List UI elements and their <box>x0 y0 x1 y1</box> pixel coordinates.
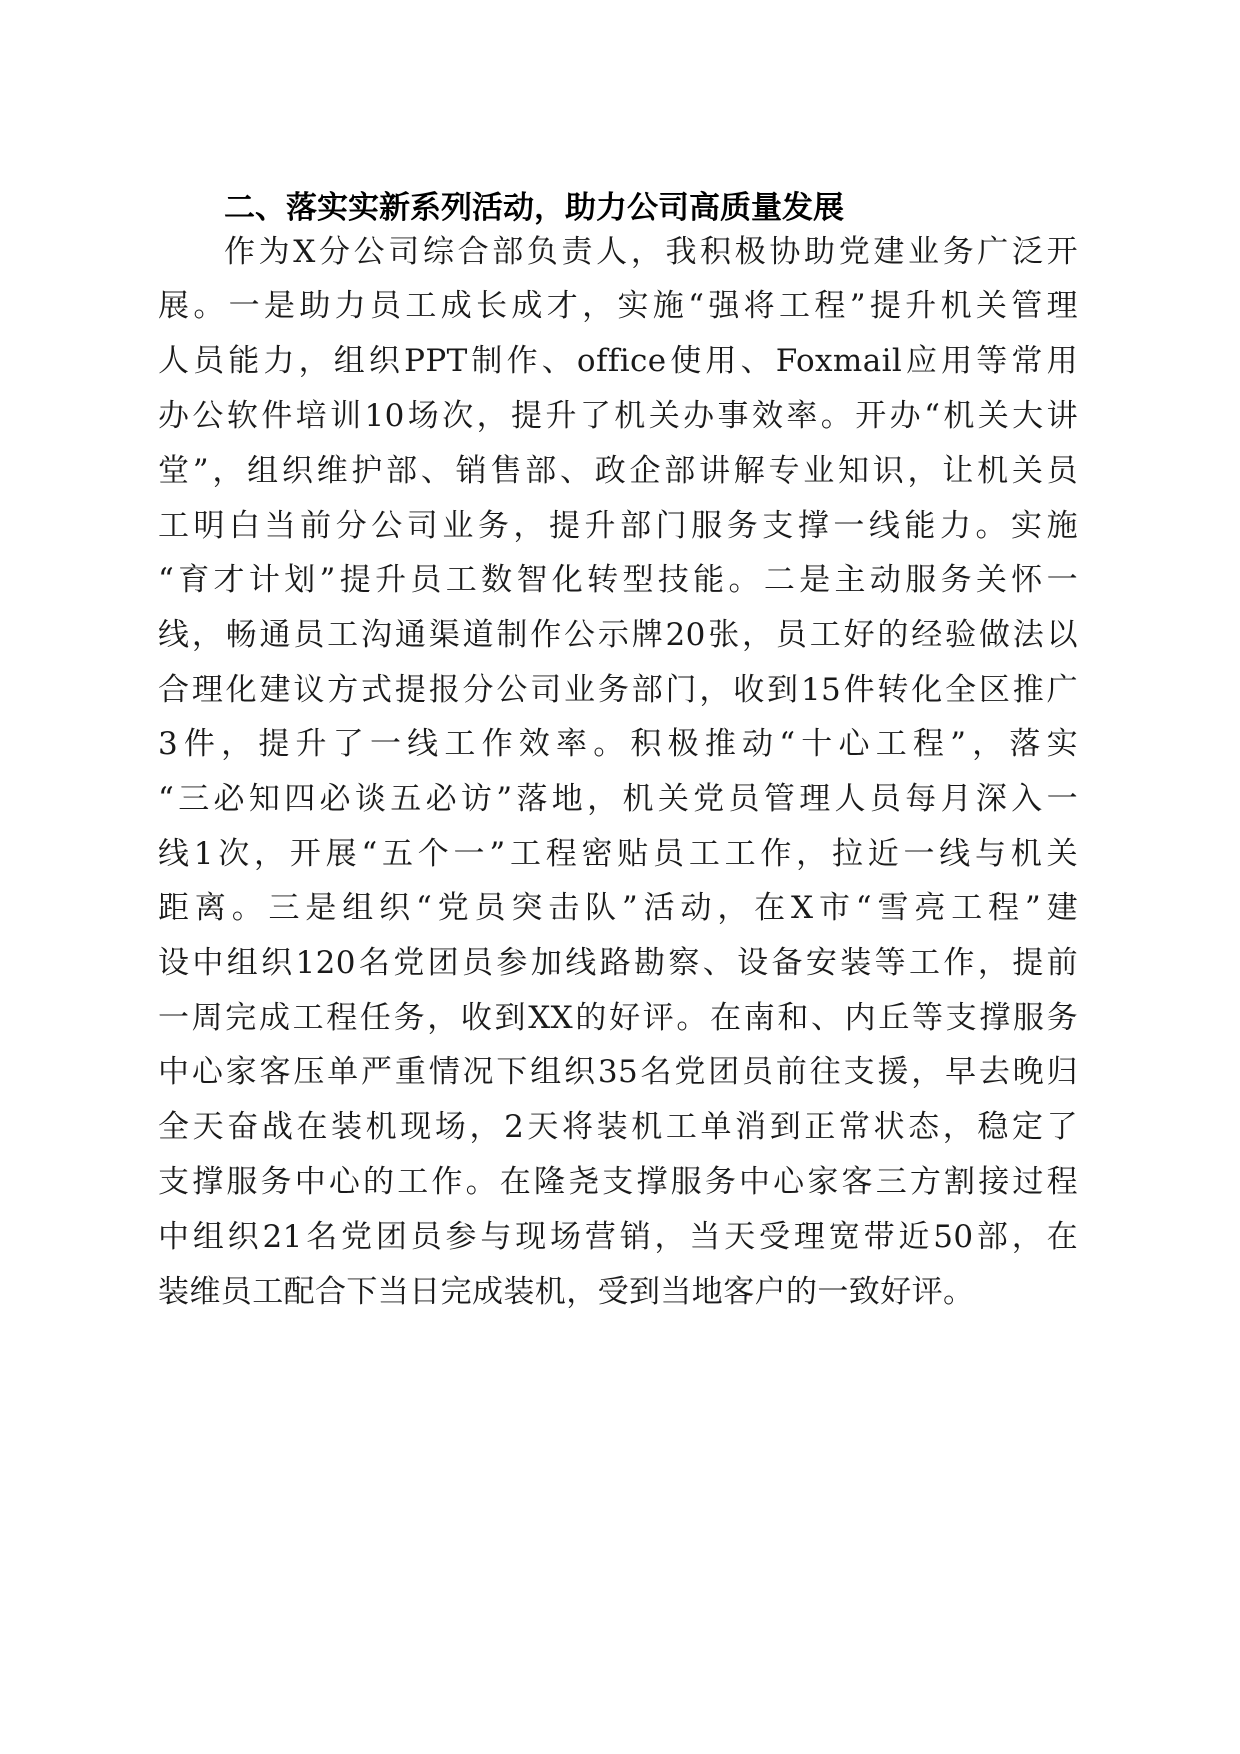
paragraph-line: 设中组织120名党团员参加线路勘察、设备安装等工作，提前 <box>158 945 1078 981</box>
paragraph-line: 3件，提升了一线工作效率。积极推动“十心工程”，落实 <box>158 726 1078 762</box>
paragraph-line: 线1次，开展“五个一”工程密贴员工工作，拉近一线与机关 <box>158 836 1078 872</box>
paragraph-line: 人员能力，组织PPT制作、office使用、Foxmail应用等常用 <box>158 343 1078 379</box>
paragraph-line: 堂”，组织维护部、销售部、政企部讲解专业知识，让机关员 <box>158 453 1078 489</box>
paragraph-line: 中心家客压单严重情况下组织35名党团员前往支援，早去晚归 <box>158 1054 1078 1090</box>
paragraph-line: 工明白当前分公司业务，提升部门服务支撑一线能力。实施 <box>158 508 1078 544</box>
paragraph-line: 全天奋战在装机现场，2天将装机工单消到正常状态，稳定了 <box>158 1109 1078 1145</box>
paragraph-line: 支撑服务中心的工作。在隆尧支撑服务中心家客三方割接过程 <box>158 1164 1078 1200</box>
paragraph-line: 办公软件培训10场次，提升了机关办事效率。开办“机关大讲 <box>158 398 1078 434</box>
paragraph-line: “育才计划”提升员工数智化转型技能。二是主动服务关怀一 <box>158 562 1078 598</box>
paragraph-line: 作为X分公司综合部负责人，我积极协助党建业务广泛开 <box>224 234 1078 270</box>
section-heading: 二、落实实新系列活动，助力公司高质量发展 <box>224 190 844 226</box>
paragraph-line: 距离。三是组织“党员突击队”活动，在X市“雪亮工程”建 <box>158 890 1078 926</box>
paragraph-line: “三必知四必谈五必访”落地，机关党员管理人员每月深入一 <box>158 781 1078 817</box>
paragraph-line-last: 装维员工配合下当日完成装机，受到当地客户的一致好评。 <box>158 1274 975 1310</box>
paragraph-line: 合理化建议方式提报分公司业务部门，收到15件转化全区推广 <box>158 672 1078 708</box>
paragraph-line: 展。一是助力员工成长成才，实施“强将工程”提升机关管理 <box>158 288 1078 324</box>
paragraph-line: 线，畅通员工沟通渠道制作公示牌20张，员工好的经验做法以 <box>158 617 1078 653</box>
paragraph-line: 中组织21名党团员参与现场营销，当天受理宽带近50部，在 <box>158 1219 1078 1255</box>
paragraph-line: 一周完成工程任务，收到XX的好评。在南和、内丘等支撑服务 <box>158 1000 1078 1036</box>
